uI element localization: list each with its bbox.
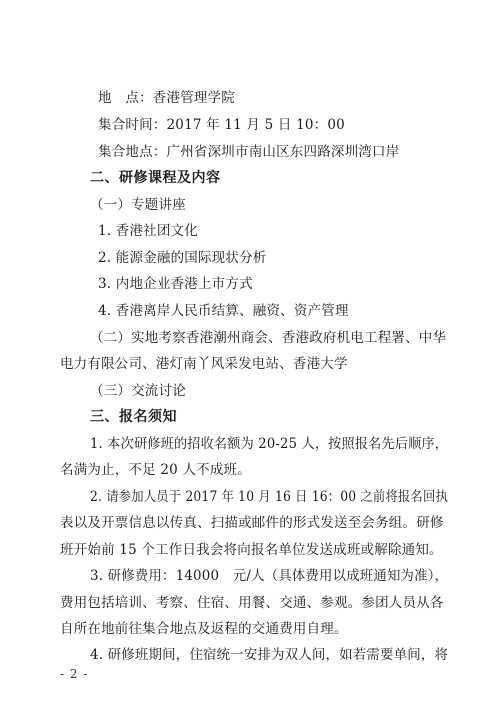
page-number: - 2 - [60, 667, 89, 681]
note-3-line-3: 自所在地前往集合地点及返程的交通费用自理。 [60, 621, 348, 637]
topic-3: 3. 内地企业香港上市方式 [98, 276, 253, 292]
section-2-heading: 二、研修课程及内容 [90, 170, 221, 186]
subsection-3-label: （三）交流讨论 [90, 383, 186, 399]
topic-4: 4. 香港离岸人民币结算、融资、资产管理 [98, 303, 349, 319]
note-3-line-1: 3. 研修费用：14000 元/人（具体费用以成班通知为准）， [90, 568, 449, 584]
note-3-line-2: 费用包括培训、考察、住宿、用餐、交通、参观。参团人员从各 [60, 595, 444, 611]
note-2-line-3: 班开始前 15 个工作日我会将向报名单位发送成班或解除通知。 [60, 542, 443, 558]
subsection-2-line-2: 电力有限公司、港灯南丫风采发电站、香港大学 [60, 356, 348, 372]
note-4-line-1: 4. 研修班期间，住宿统一安排为双人间，如若需要单间，将 [90, 647, 449, 663]
meet-place-line: 集合地点：广州省深圳市南山区东四路深圳湾口岸 [98, 144, 400, 160]
topic-1: 1. 香港社团文化 [98, 223, 198, 239]
section-3-heading: 三、报名须知 [90, 409, 177, 425]
note-1-line-1: 1. 本次研修班的招收名额为 20-25 人，按照报名先后顺序， [90, 436, 449, 452]
topic-2: 2. 能源金融的国际现状分析 [98, 250, 267, 266]
location-line: 地 点：香港管理学院 [98, 90, 235, 106]
note-2-line-1: 2. 请参加人员于 2017 年 10 月 16 日 16：00 之前将报名回执 [90, 489, 448, 505]
subsection-1-label: （一）专题讲座 [90, 197, 186, 213]
note-2-line-2: 表以及开票信息以传真、扫描或邮件的形式发送至会务组。研修 [60, 515, 444, 531]
meet-time-line: 集合时间：2017 年 11 月 5 日 10：00 [98, 117, 345, 133]
note-1-line-2: 名满为止，不足 20 人不成班。 [60, 462, 251, 478]
subsection-2-line-1: （二）实地考察香港潮州商会、香港政府机电工程署、中华 [90, 330, 447, 346]
